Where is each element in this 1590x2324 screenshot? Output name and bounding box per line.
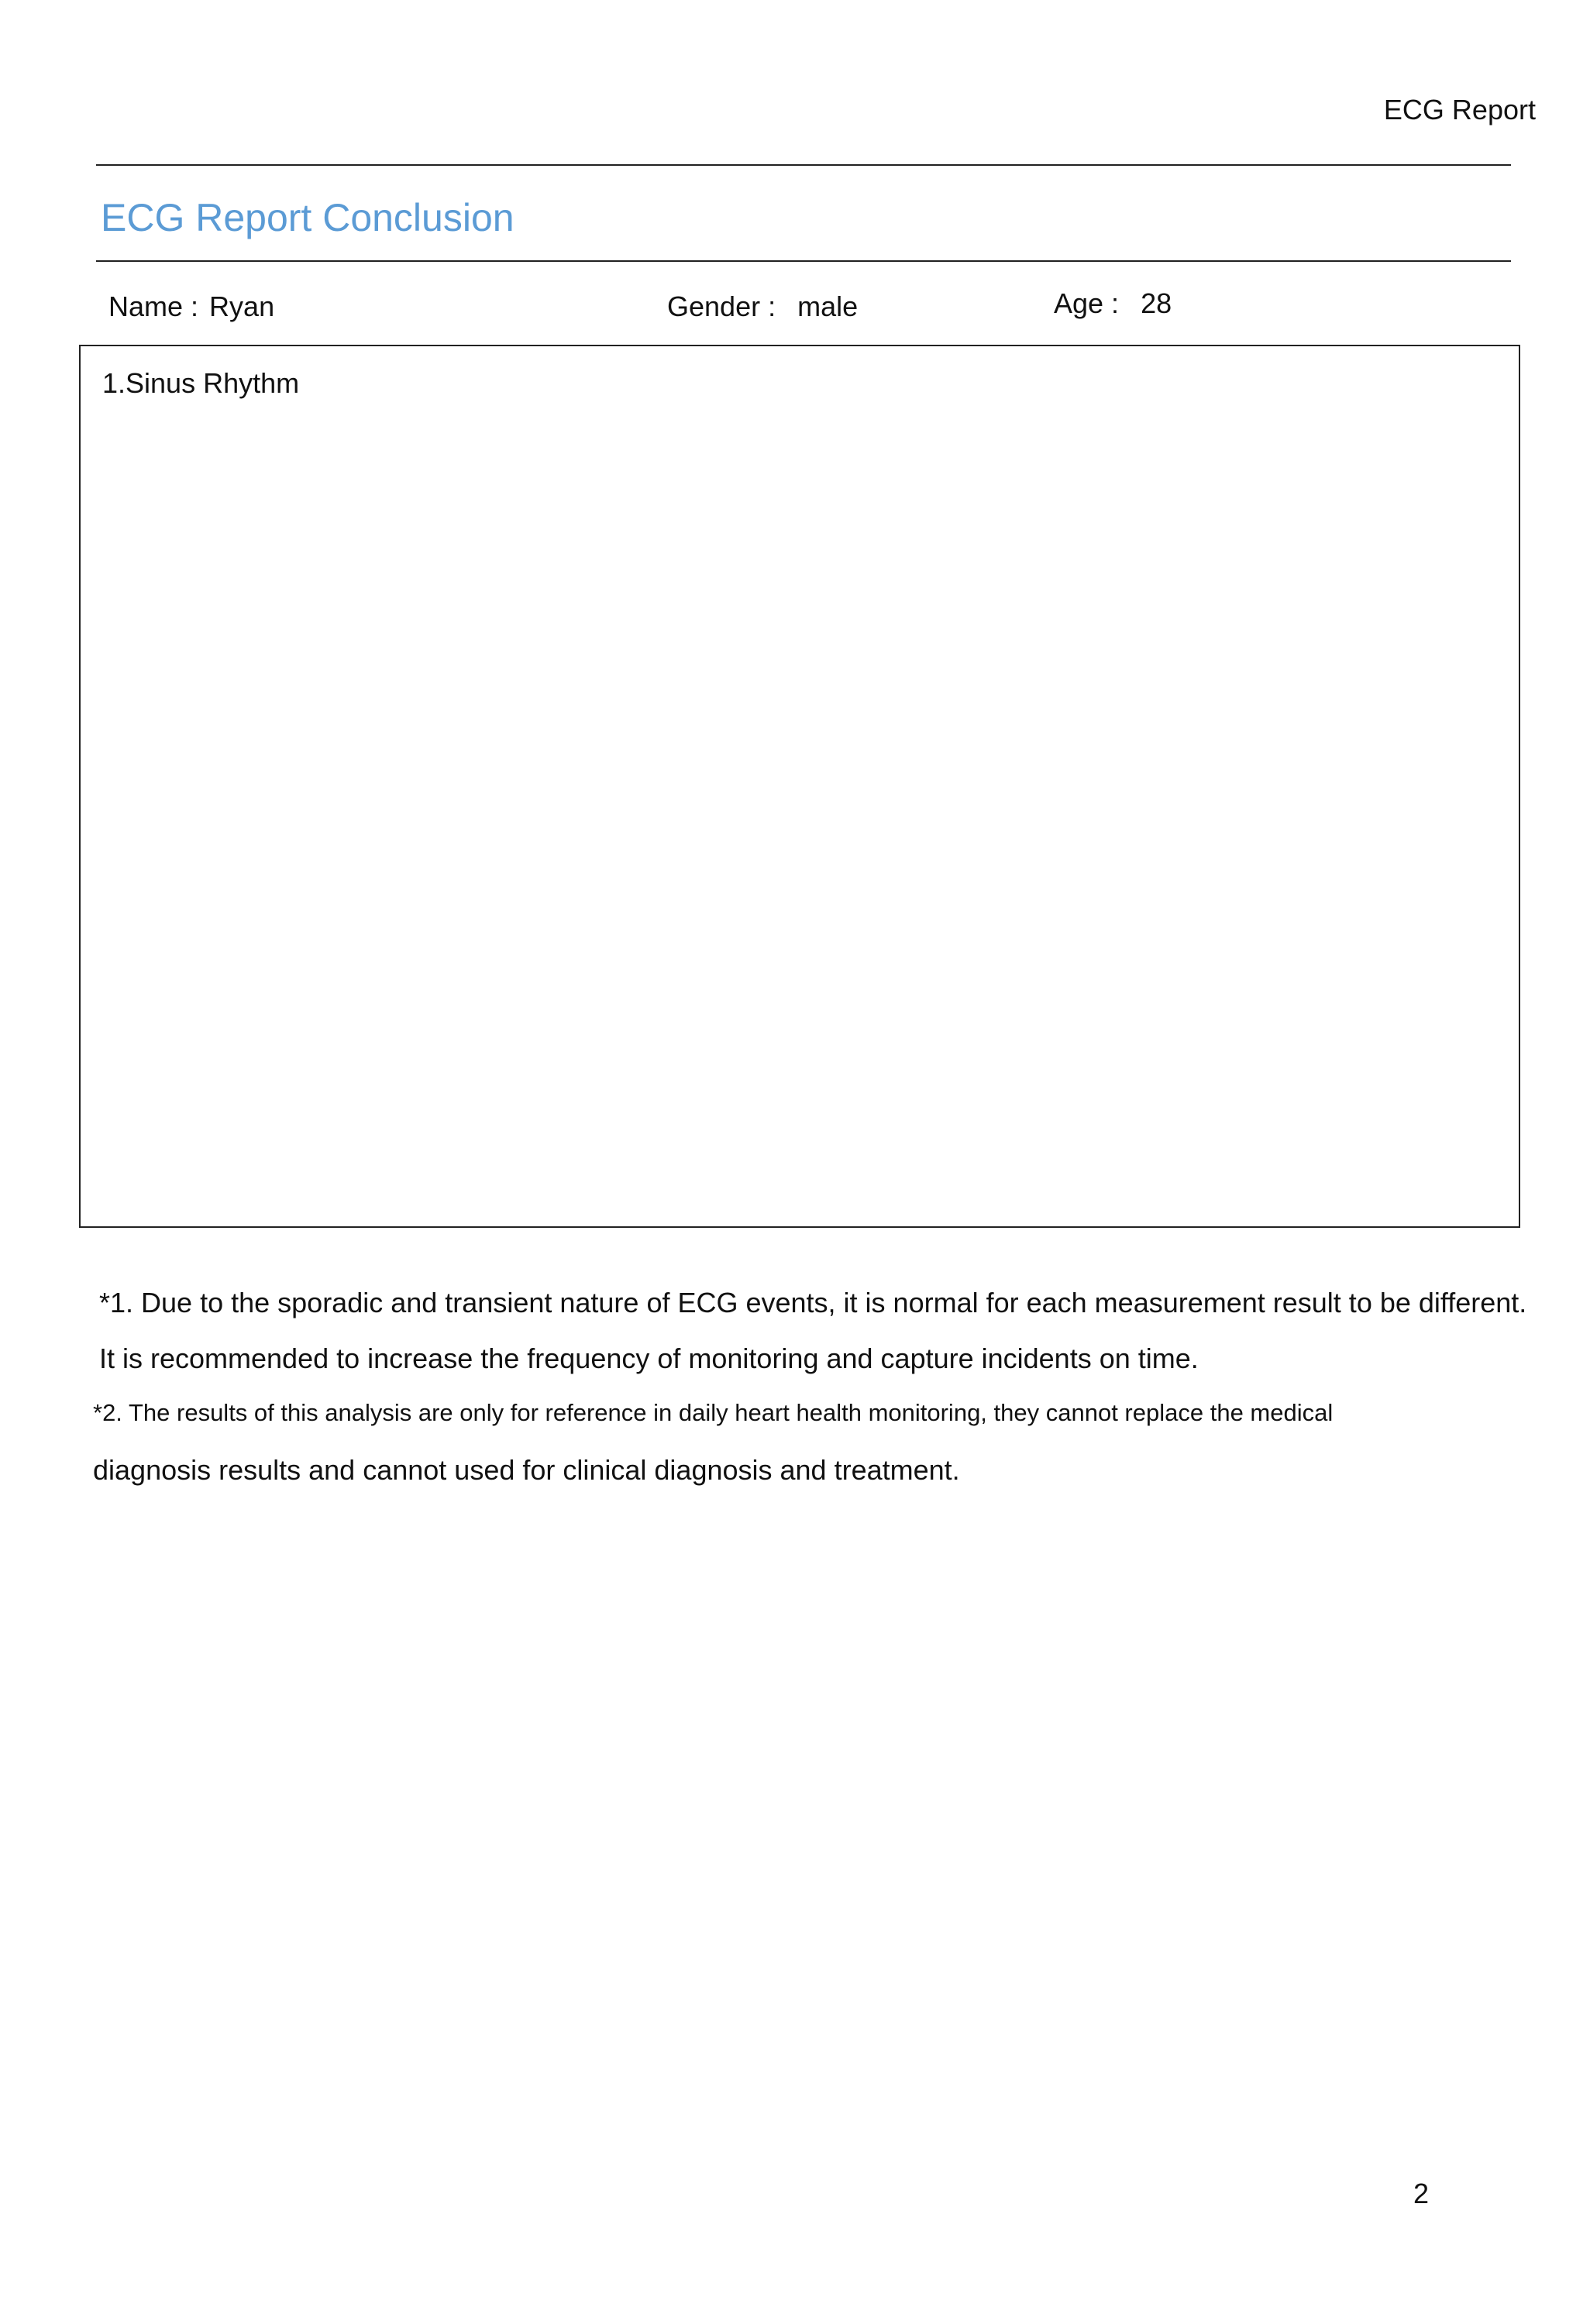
conclusion-box: [79, 345, 1520, 1228]
section-title: ECG Report Conclusion: [101, 196, 515, 239]
disclaimer-note-1-line-1: *1. Due to the sporadic and transient nature of ECG events, it is normal for each measurement result to be different.: [99, 1287, 1527, 1318]
conclusion-item: 1.Sinus Rhythm: [102, 367, 300, 399]
section-divider: [96, 260, 1511, 262]
report-header-title: ECG Report: [1383, 94, 1536, 125]
patient-name-field: [108, 290, 275, 322]
patient-gender-field: [667, 290, 859, 322]
patient-age-field: [1054, 287, 1172, 319]
age-value: 28: [1141, 287, 1172, 319]
disclaimer-note-2-line-2: diagnosis results and cannot used for clinical diagnosis and treatment.: [93, 1454, 960, 1486]
header-divider: [96, 164, 1511, 166]
page-number: 2: [1413, 2178, 1429, 2209]
gender-value: male: [797, 290, 859, 322]
name-value: Ryan: [209, 290, 275, 322]
name-label: Name :: [108, 290, 199, 322]
disclaimer-note-2-line-1: *2. The results of this analysis are only for reference in daily heart health monitoring, they cannot replace the medical: [93, 1399, 1334, 1426]
disclaimer-note-1-line-2: It is recommended to increase the frequency of monitoring and capture incidents on time.: [99, 1342, 1199, 1374]
age-label: Age :: [1054, 287, 1120, 319]
gender-label: Gender :: [667, 290, 776, 322]
